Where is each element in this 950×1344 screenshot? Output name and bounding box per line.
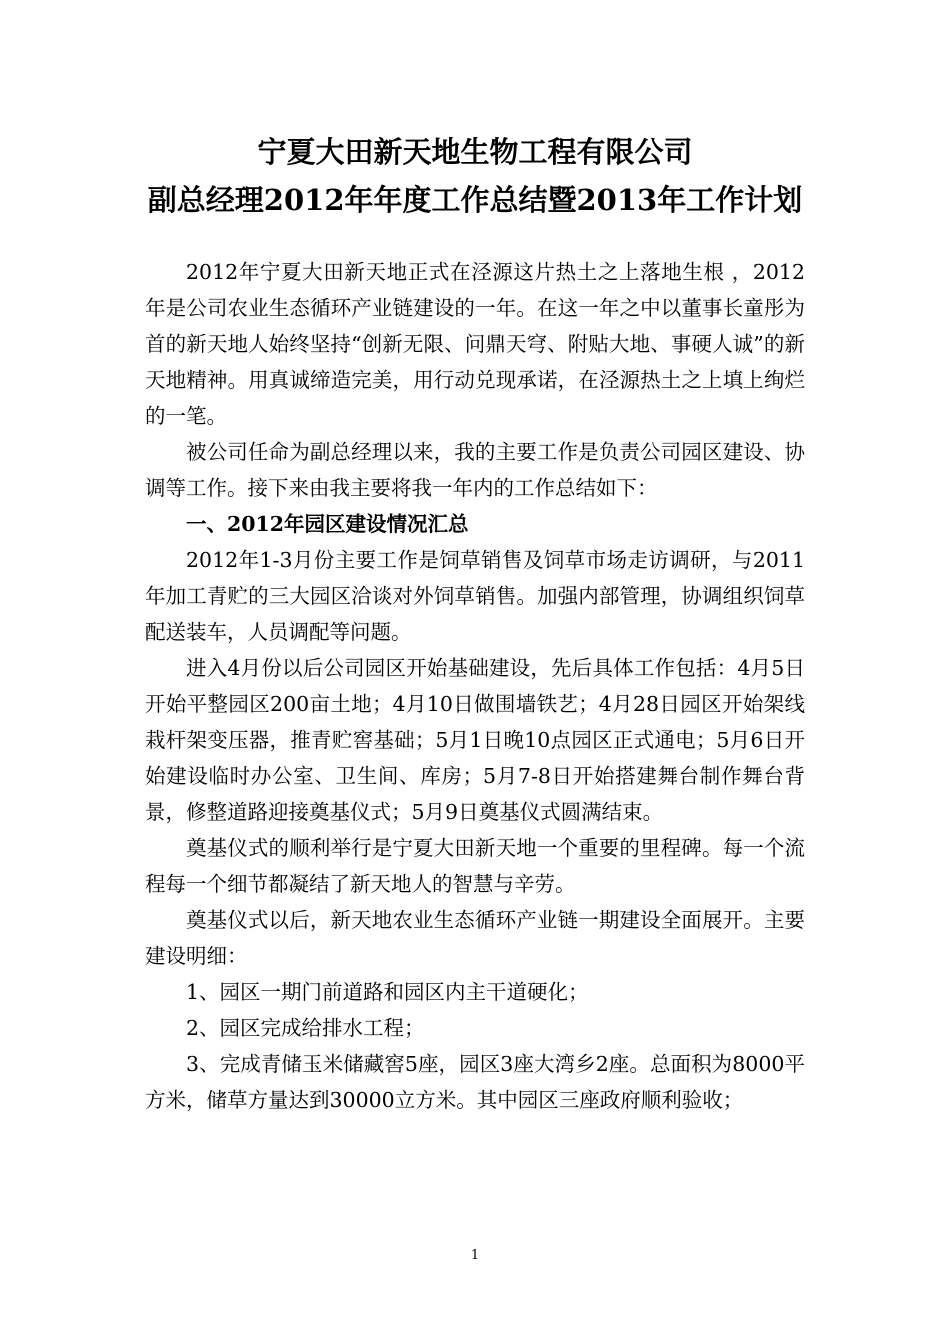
paragraph-role: 被公司任命为副总经理以来，我的主要工作是负责公司园区建设、协调等工作。接下来由我主要将我一年内的工作总结如下： (145, 440, 805, 500)
paragraph-milestone: 奠基仪式的顺利举行是宁夏大田新天地一个重要的里程碑。每一个流程每一个细节都凝结了新天地人的智慧与辛劳。 (145, 836, 805, 896)
document-body (145, 254, 805, 1118)
list-item-road-hardening: 1、园区一期门前道路和园区内主干道硬化； (186, 980, 589, 1004)
list-item-water-drainage: 2、园区完成给排水工程； (186, 1016, 425, 1040)
document-title-company: 宁夏大田新天地生物工程有限公司 (257, 135, 693, 169)
paragraph-q1-work: 2012年1-3月份主要工作是饲草销售及饲草市场走访调研，与2011年加工青贮的三大园区洽谈对外饲草销售。加强内部管理，协调组织饲草配送装车，人员调配等问题。 (145, 548, 805, 644)
title-block (0, 128, 950, 224)
paragraph-april-construction: 进入4月份以后公司园区开始基础建设，先后具体工作包括：4月5日开始平整园区200亩土地；4月10日做围墙铁艺；4月28日园区开始架线栽杆架变压器，推青贮窖基础；5月1日晚10点园区正式通电；5月6日开始建设临时办公室、卫生间、库房；5月7-8日开始搭建舞台制作舞台背景，修整道路迎接奠基仪式；5月9日奠基仪式圆满结束。 (145, 656, 805, 824)
list-item-silage-cellars: 3、完成青储玉米储藏窖5座，园区3座大湾乡2座。总面积为8000平方米，储草方量达到30000立方米。其中园区三座政府顺利验收； (145, 1052, 805, 1112)
page-number: 1 (470, 1248, 480, 1263)
section-heading-park-construction: 一、2012年园区建设情况汇总 (186, 512, 469, 536)
paragraph-phase-one: 奠基仪式以后，新天地农业生态循环产业链一期建设全面展开。主要建设明细： (145, 908, 805, 968)
document-title-report: 副总经理2012年年度工作总结暨2013年工作计划 (147, 183, 803, 217)
paragraph-intro: 2012年宁夏大田新天地正式在泾源这片热土之上落地生根 ，2012年是公司农业生态循环产业链建设的一年。在这一年之中以董事长童彤为首的新天地人始终坚持“创新无限、问鼎天穹、附贴大地、事硬人诚”的新天地精神。用真诚缔造完美，用行动兑现承诺，在泾源热土之上填上绚烂的一笔。 (145, 260, 805, 428)
